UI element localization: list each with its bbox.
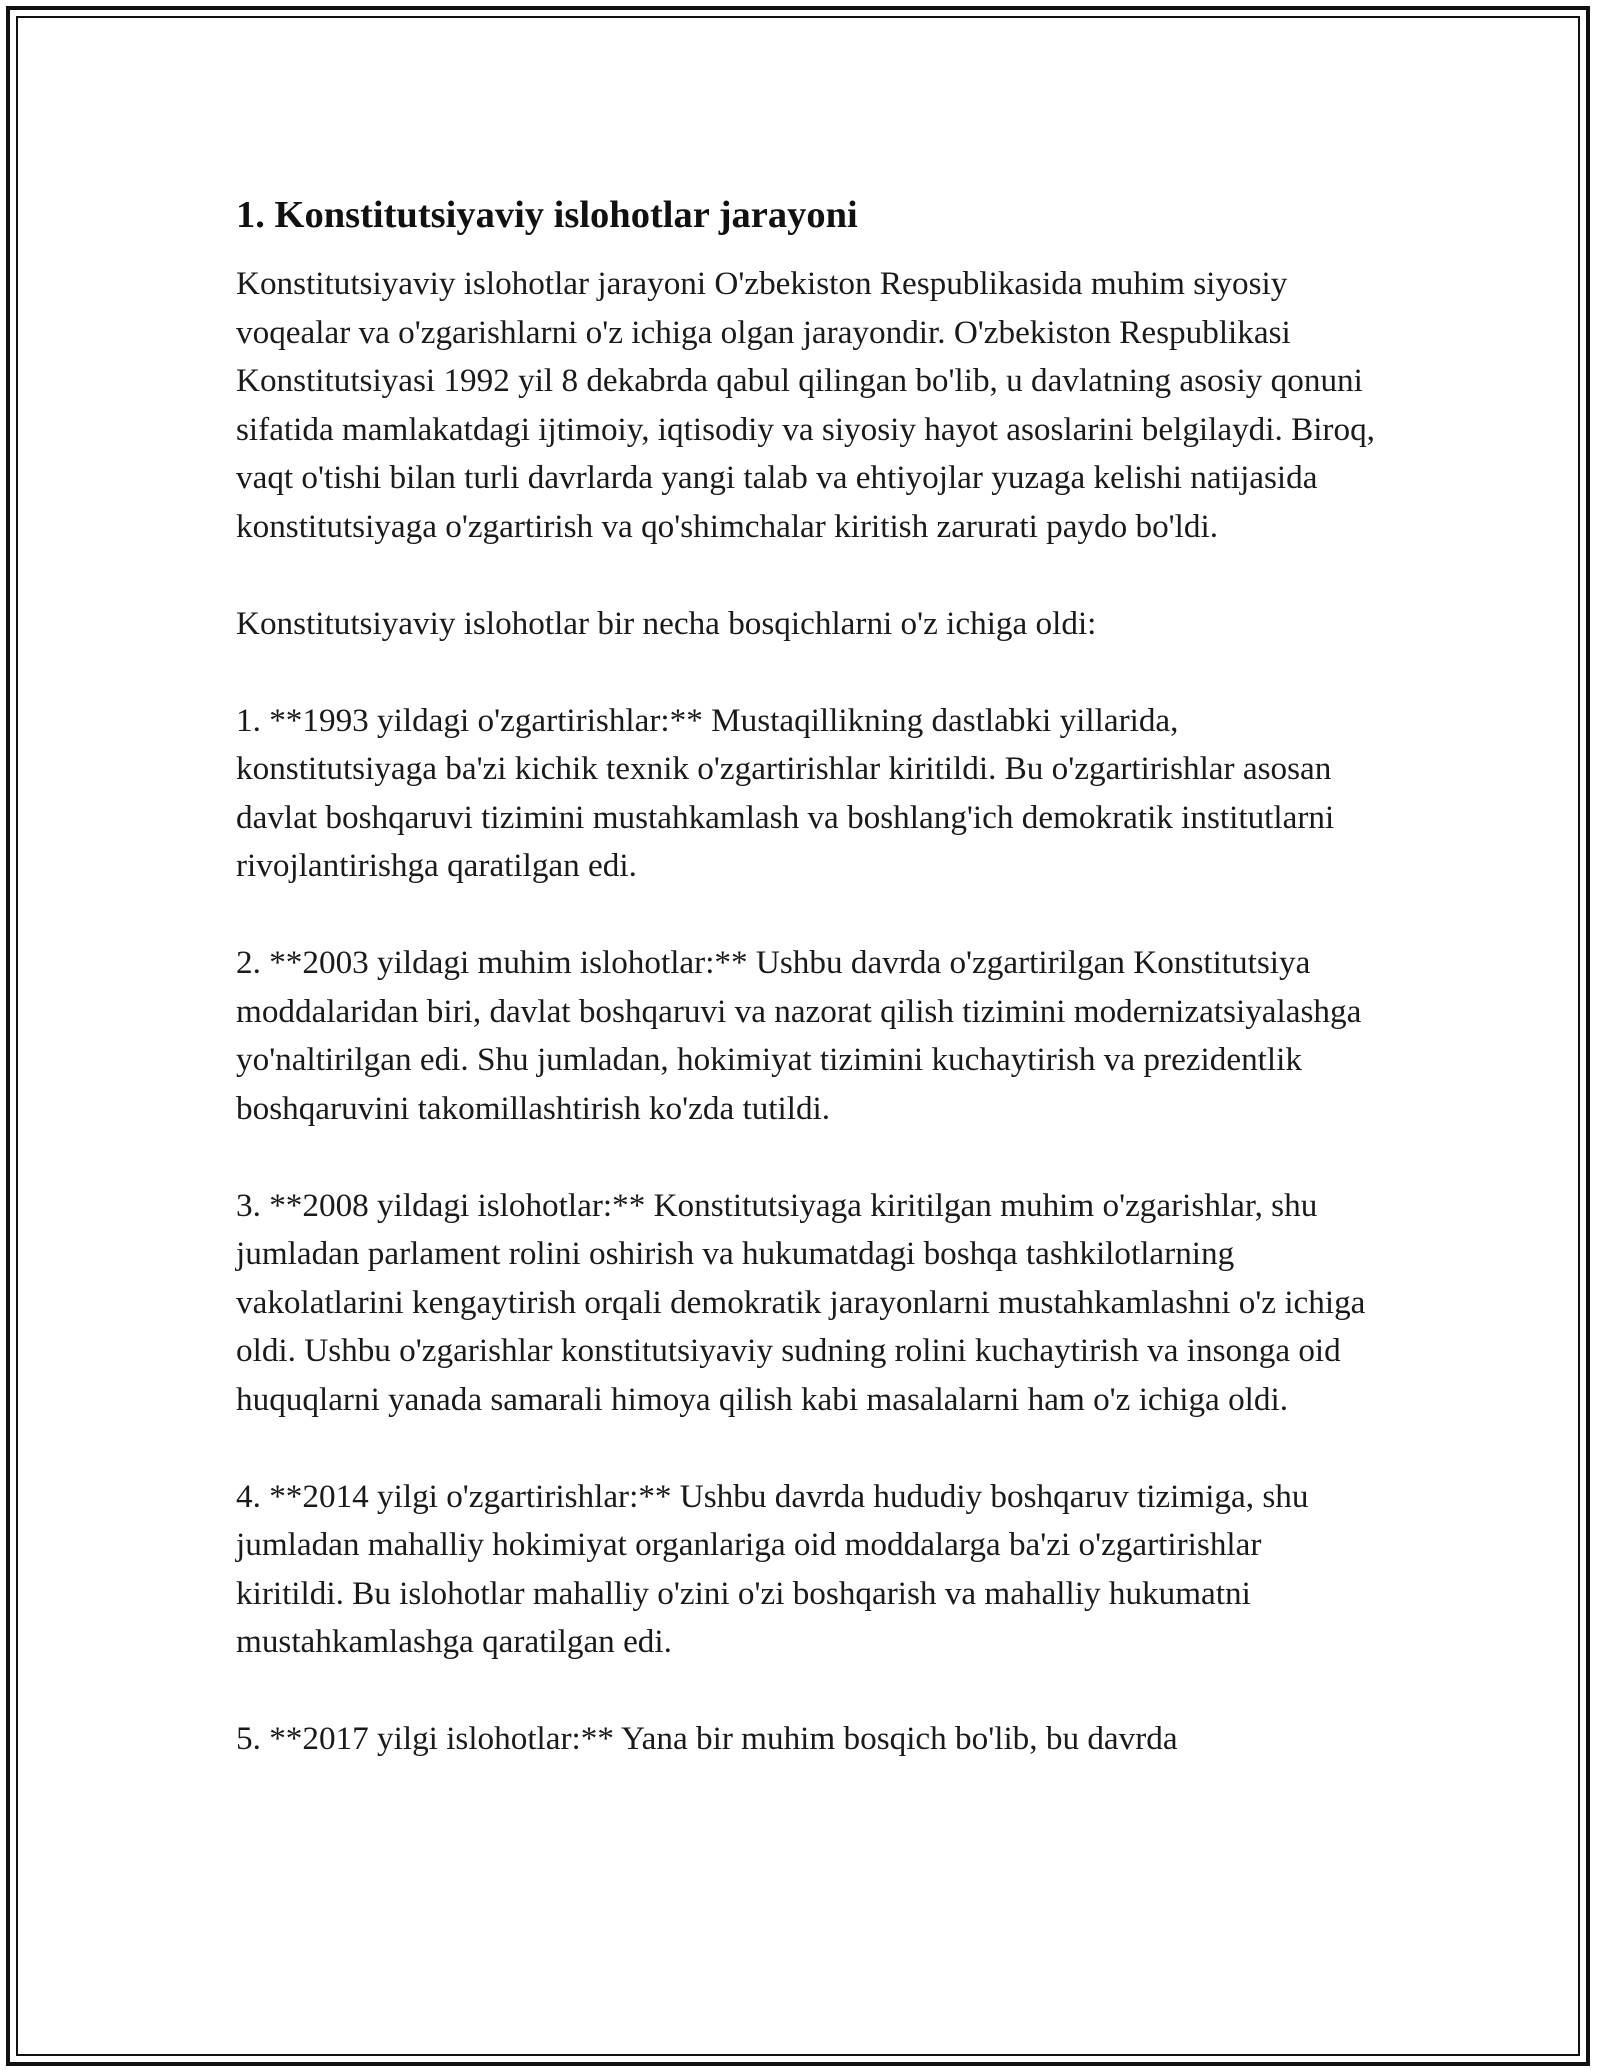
stage-2003-paragraph: 2. **2003 yildagi muhim islohotlar:** Ushbu davrda o'zgartirilgan Konstitutsiya moddalaridan biri, davlat boshqaruvi va nazorat qilish tizimini modernizatsiyalashga yo'naltirilgan edi. Shu jumladan, hokimiyat tizimini kuchaytirish va prezidentlik boshqaruvini takomillashtirish ko'zda tutildi. (236, 944, 1362, 1127)
document-body (236, 180, 1376, 1812)
intro-paragraph: Konstitutsiyaviy islohotlar jarayoni O'zbekiston Respublikasida muhim siyosiy voqealar va o'zgarishlarni o'z ichiga olgan jarayondir. O'zbekiston Respublikasi Konstitutsiyasi 1992 yil 8 dekabrda qabul qilingan bo'lib, u davlatning asosiy qonuni sifatida mamlakatdagi ijtimoiy, iqtisodiy va siyosiy hayot asoslarini belgilaydi. Biroq, vaqt o'tishi bilan turli davrlarda yangi talab va ehtiyojlar yuzaga kelishi natijasida konstitutsiyaga o'zgartirish va qo'shimchalar kiritish zarurati paydo bo'ldi. (236, 265, 1375, 545)
stage-2008-paragraph: 3. **2008 yildagi islohotlar:** Konstitutsiyaga kiritilgan muhim o'zgarishlar, shu jumladan parlament rolini oshirish va hukumatdagi boshqa tashkilotlarning vakolatlarini kengaytirish orqali demokratik jarayonlarni mustahkamlashni o'z ichiga oldi. Ushbu o'zgarishlar konstitutsiyaviy sudning rolini kuchaytirish va insonga oid huquqlarni yanada samarali himoya qilish kabi masalalarni ham o'z ichiga oldi. (236, 1186, 1366, 1418)
stages-intro-paragraph: Konstitutsiyaviy islohotlar bir necha bosqichlarni o'z ichiga oldi: (236, 604, 1097, 642)
stage-2017-paragraph: 5. **2017 yilgi islohotlar:** Yana bir muhim bosqich bo'lib, bu davrda (236, 1720, 1178, 1757)
section-title: 1. Konstitutsiyaviy islohotlar jarayoni (236, 194, 858, 236)
stage-1993-paragraph: 1. **1993 yildagi o'zgartirishlar:** Mustaqillikning dastlabki yillarida, konstitutsiyaga ba'zi kichik texnik o'zgartirishlar kiritildi. Bu o'zgartirishlar asosan davlat boshqaruvi tizimini mustahkamlash va boshlang'ich demokratik institutlarni rivojlantirishga qaratilgan edi. (236, 701, 1335, 884)
stage-2014-paragraph: 4. **2014 yilgi o'zgartirishlar:** Ushbu davrda hududiy boshqaruv tizimiga, shu jumladan mahalliy hokimiyat organlariga oid moddalarga ba'zi o'zgartirishlar kiritildi. Bu islohotlar mahalliy o'zini o'zi boshqarish va mahalliy hukumatni mustahkamlashga qaratilgan edi. (236, 1477, 1309, 1660)
